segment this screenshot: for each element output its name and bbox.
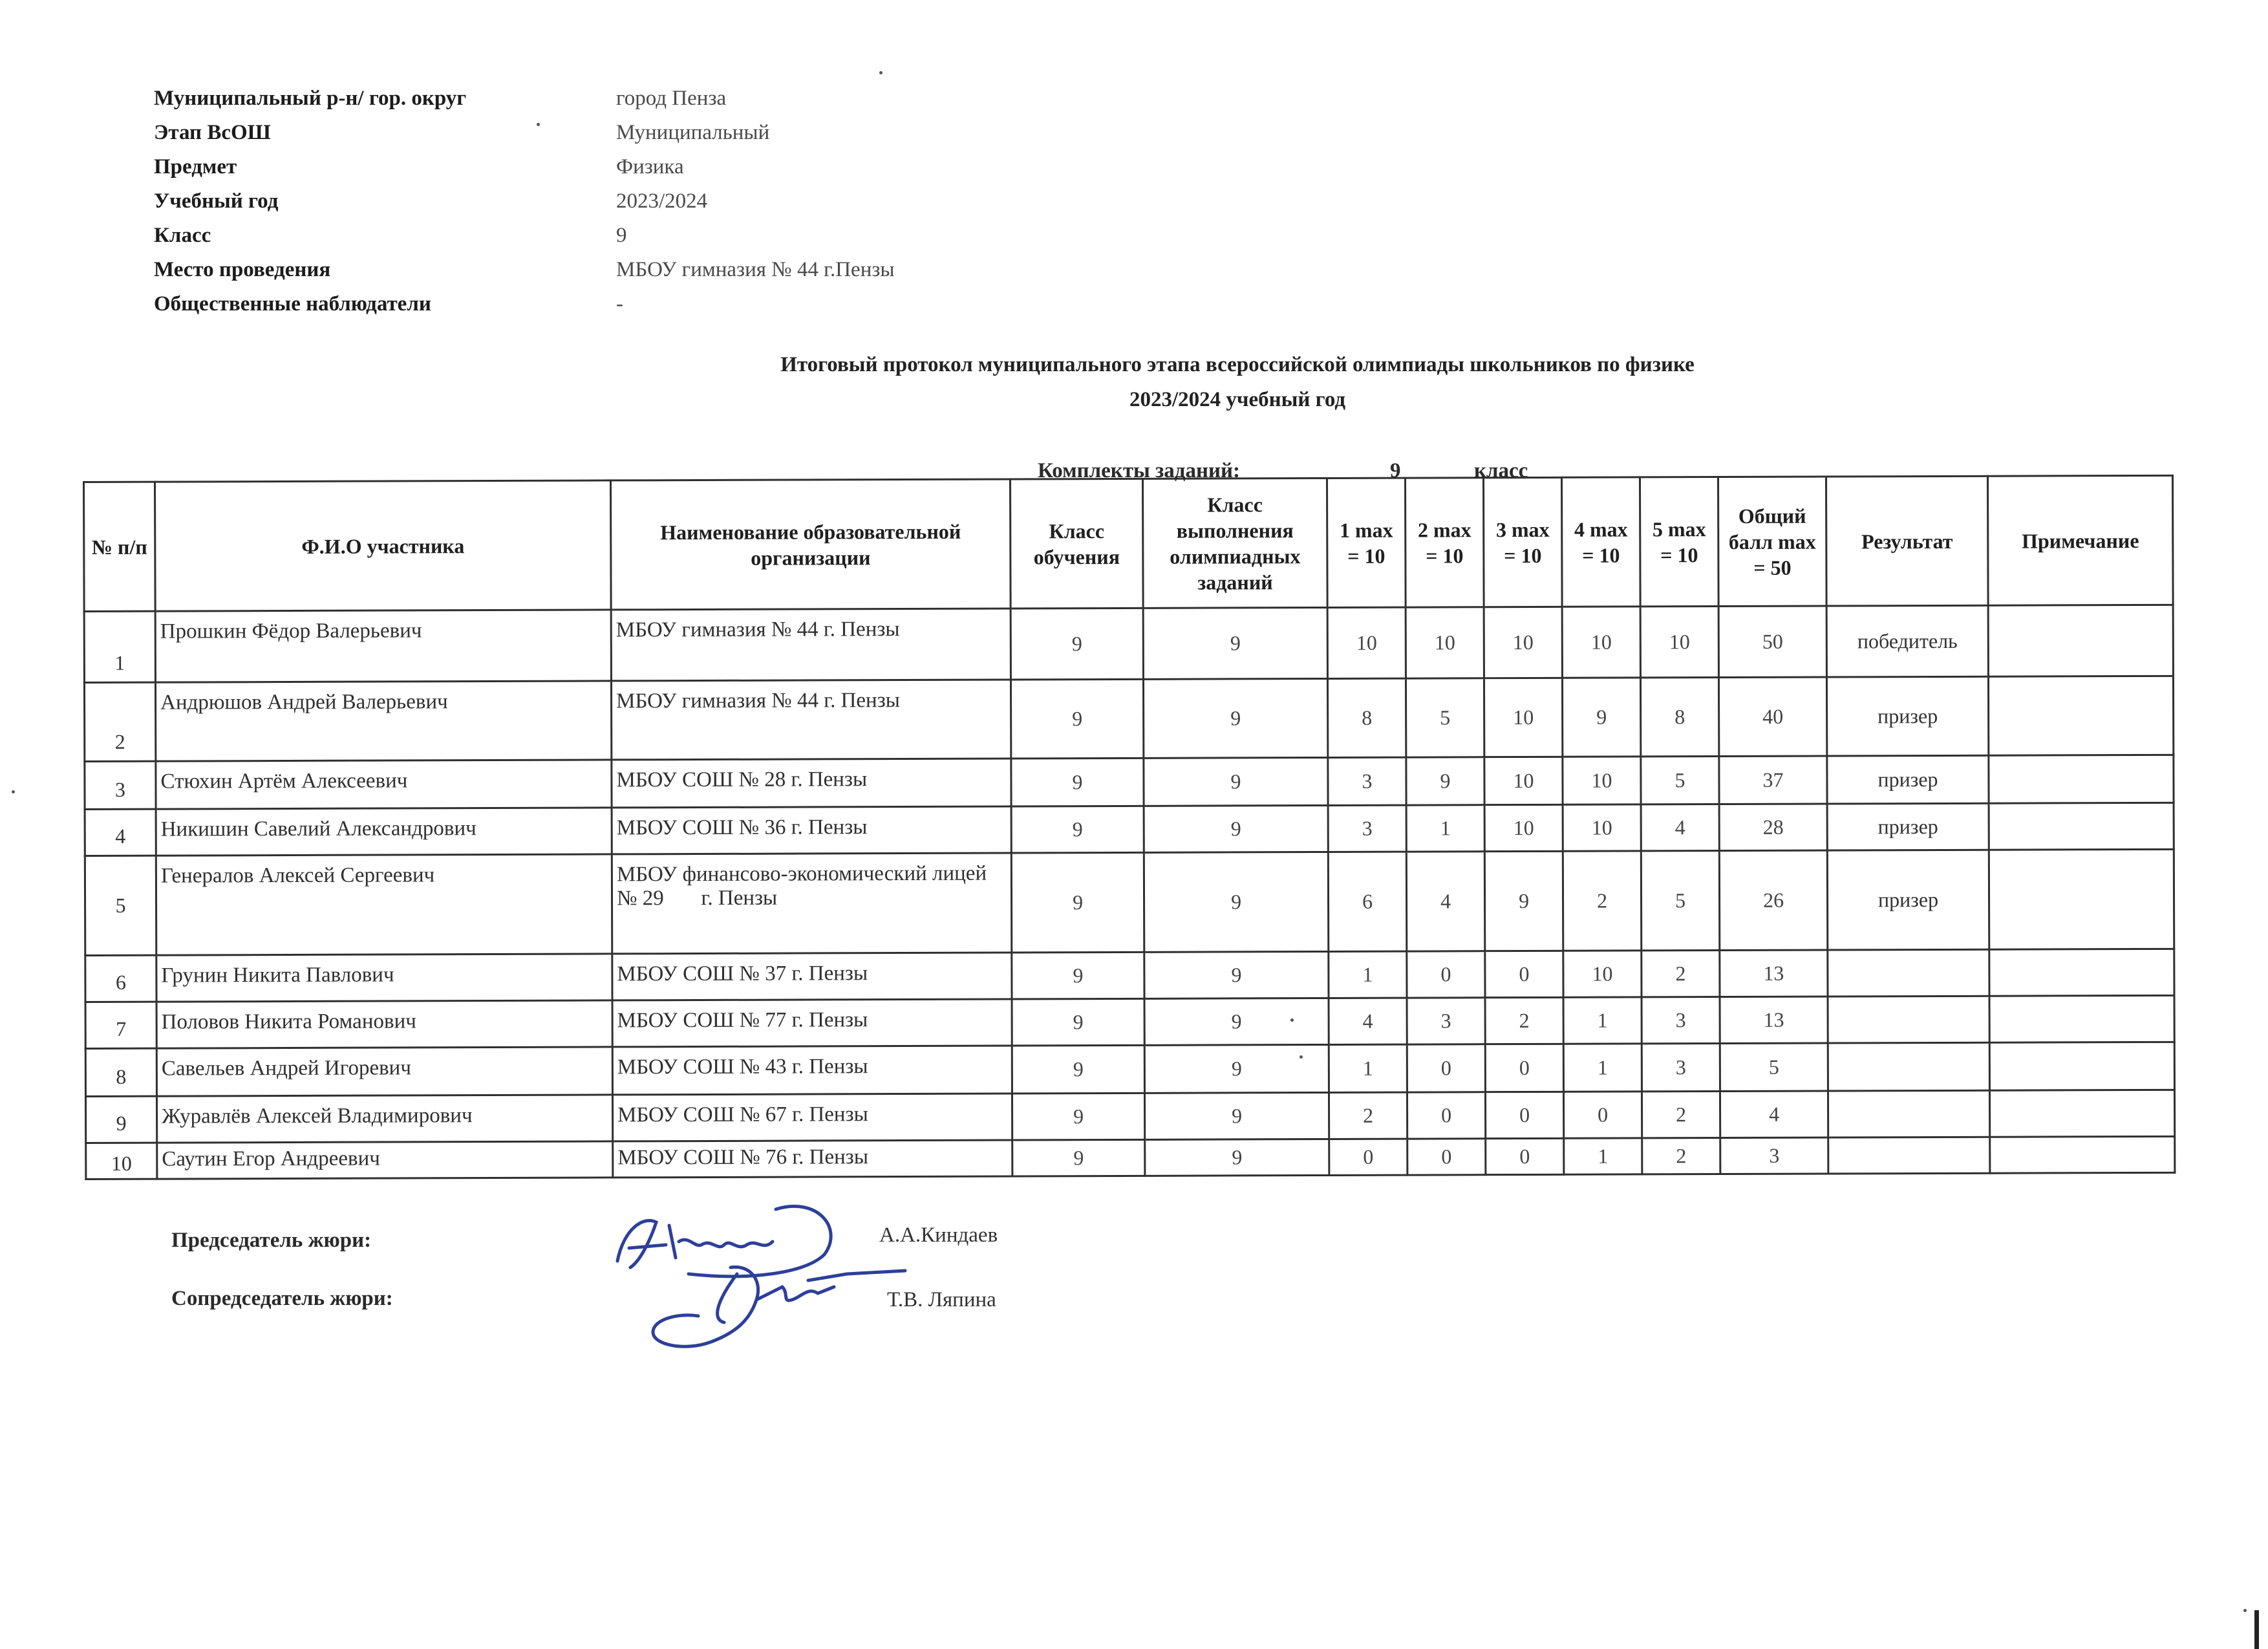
- cell-task-5: 5: [1641, 851, 1719, 951]
- cell-result: [1828, 949, 1989, 997]
- cell-task-2: 9: [1406, 757, 1484, 805]
- meta-label: Класс: [154, 224, 211, 247]
- cell-name: Никишин Савелий Александрович: [156, 808, 612, 856]
- cell-grade-done: 9: [1144, 805, 1328, 852]
- cell-result: [1828, 996, 1989, 1043]
- cell-task-2: 0: [1407, 1139, 1486, 1175]
- cell-task-4: 1: [1563, 1044, 1642, 1092]
- header-task-3: 3 max = 10: [1483, 477, 1562, 607]
- cell-result: [1828, 1042, 1989, 1091]
- cell-total: 40: [1718, 677, 1826, 757]
- cell-task-1: 4: [1329, 998, 1407, 1044]
- meta-label: Муниципальный р-н/ гор. округ: [154, 87, 467, 110]
- cell-task-5: 2: [1642, 1138, 1720, 1174]
- meta-label: Предмет: [154, 155, 237, 178]
- meta-row-observers: [154, 287, 895, 321]
- cell-total: 4: [1720, 1091, 1828, 1138]
- cell-result: призер: [1827, 755, 1989, 804]
- meta-row-stage: [154, 116, 895, 150]
- cell-total: 5: [1720, 1043, 1828, 1092]
- document-subtitle: 2023/2024 учебный год: [1129, 388, 1346, 411]
- meta-label: Этап ВсОШ: [154, 121, 271, 144]
- cell-org: МБОУ СОШ № 36 г. Пензы: [612, 806, 1011, 854]
- cell-result: победитель: [1826, 605, 1988, 677]
- cell-total: 28: [1719, 804, 1827, 851]
- chair-label: Председатель жюри:: [171, 1229, 372, 1252]
- cell-org: МБОУ финансово-экономический лицей № 29 г. Пензы: [612, 853, 1011, 954]
- cell-total: 13: [1720, 950, 1828, 997]
- cell-task-1: 0: [1329, 1139, 1407, 1175]
- cell-grade: 9: [1011, 679, 1143, 759]
- cell-org: МБОУ СОШ № 43 г. Пензы: [612, 1046, 1012, 1095]
- header-task-1: 1 max = 10: [1327, 478, 1406, 607]
- cell-grade: 9: [1011, 608, 1143, 680]
- cell-org: МБОУ СОШ № 28 г. Пензы: [612, 759, 1011, 808]
- cell-name: Саутин Егор Андреевич: [157, 1141, 613, 1179]
- cell-no: 4: [85, 809, 156, 856]
- cell-task-5: 2: [1642, 951, 1720, 997]
- cell-task-2: 0: [1407, 951, 1485, 998]
- table-row: [85, 849, 2174, 955]
- cell-task-3: 10: [1484, 678, 1562, 757]
- header-task-2: 2 max = 10: [1405, 478, 1484, 607]
- cell-note: [1988, 605, 2173, 676]
- table-row: [84, 676, 2173, 761]
- cell-task-4: 10: [1563, 757, 1641, 804]
- cell-grade-done: 9: [1144, 852, 1328, 952]
- cochair-label: Сопредседатель жюри:: [171, 1287, 393, 1310]
- cell-task-4: 10: [1563, 951, 1642, 997]
- cell-task-5: 3: [1642, 997, 1720, 1044]
- cell-task-3: 0: [1485, 951, 1563, 997]
- cell-note: [1989, 755, 2174, 803]
- cell-task-5: 10: [1640, 607, 1718, 678]
- meta-row-subject: [154, 150, 895, 184]
- cell-note: [1989, 803, 2174, 850]
- cell-grade: 9: [1012, 998, 1144, 1046]
- table-row: [85, 949, 2174, 1002]
- cell-no: 5: [85, 856, 156, 955]
- table-row: [85, 995, 2174, 1048]
- cell-total: 37: [1719, 756, 1827, 804]
- cell-org: МБОУ СОШ № 67 г. Пензы: [612, 1094, 1012, 1141]
- cell-task-1: 8: [1327, 678, 1406, 757]
- header-org: Наименование образовательной организации: [611, 479, 1011, 610]
- cell-grade: 9: [1012, 1139, 1145, 1176]
- header-grade: Класс обучения: [1010, 479, 1143, 609]
- cell-task-5: 8: [1640, 678, 1718, 757]
- table-row: [84, 605, 2173, 682]
- header-name: Ф.И.О участника: [155, 480, 612, 611]
- kits-suffix: класс: [1474, 459, 1528, 482]
- meta-value: Физика: [616, 155, 684, 178]
- cell-task-2: 1: [1406, 805, 1484, 852]
- cell-task-1: 3: [1328, 805, 1406, 852]
- cell-grade: 9: [1011, 852, 1144, 953]
- cell-name: Савельев Андрей Игоревич: [156, 1047, 612, 1096]
- cell-task-4: 10: [1563, 804, 1641, 851]
- cell-no: 7: [85, 1002, 156, 1048]
- cell-grade: 9: [1012, 1093, 1144, 1140]
- chair-name: А.А.Киндаев: [879, 1223, 998, 1247]
- meta-block: [154, 81, 895, 321]
- cell-task-5: 4: [1641, 804, 1719, 851]
- cell-name: Андрюшов Андрей Валерьевич: [155, 681, 611, 761]
- cell-total: 50: [1718, 606, 1826, 678]
- cell-task-3: 9: [1484, 851, 1563, 951]
- header-grade-done: Класс выполнения олимпиадных заданий: [1142, 478, 1327, 608]
- cell-org: МБОУ СОШ № 37 г. Пензы: [612, 953, 1012, 1000]
- cell-result: [1828, 1137, 1990, 1174]
- cell-task-2: 0: [1407, 1044, 1485, 1092]
- table-row: [86, 1136, 2175, 1179]
- cell-org: МБОУ гимназия № 44 г. Пензы: [611, 609, 1011, 681]
- cell-grade-done: 9: [1145, 1139, 1329, 1176]
- cell-org: МБОУ СОШ № 77 г. Пензы: [612, 999, 1012, 1047]
- cell-total: 3: [1720, 1137, 1828, 1174]
- scan-speck: [12, 790, 15, 793]
- cell-grade-done: 9: [1144, 951, 1329, 998]
- cell-name: Генералов Алексей Сергеевич: [156, 854, 612, 955]
- meta-label: Общественные наблюдатели: [154, 292, 431, 316]
- cell-task-1: 3: [1328, 757, 1406, 805]
- cell-grade: 9: [1012, 952, 1144, 999]
- kits-label: Комплекты заданий:: [1038, 459, 1241, 482]
- meta-row-district: [154, 81, 895, 116]
- cell-task-3: 2: [1485, 997, 1563, 1044]
- cell-total: 26: [1719, 850, 1827, 951]
- cell-result: призер: [1827, 803, 1989, 850]
- cell-grade-done: 9: [1144, 1092, 1329, 1139]
- cell-note: [1988, 676, 2173, 755]
- cell-grade-done: 9: [1144, 757, 1328, 806]
- cell-no: 10: [86, 1143, 157, 1179]
- cell-note: [1989, 995, 2174, 1042]
- results-table: [83, 475, 2176, 1180]
- cell-no: 8: [85, 1048, 156, 1096]
- meta-label: Место проведения: [154, 258, 331, 281]
- meta-row-venue: [154, 253, 895, 287]
- cell-result: призер: [1827, 850, 1989, 950]
- cell-result: призер: [1826, 676, 1988, 756]
- cell-note: [1989, 849, 2174, 949]
- cell-name: Грунин Никита Павлович: [156, 954, 612, 1002]
- scan-speck: [2243, 1609, 2247, 1612]
- cell-task-1: 2: [1329, 1092, 1407, 1139]
- header-task-4: 4 max = 10: [1561, 477, 1640, 607]
- kits-number: 9: [1390, 459, 1401, 482]
- scan-speck: [537, 123, 540, 126]
- cell-task-1: 6: [1328, 852, 1406, 951]
- cell-task-4: 1: [1563, 997, 1642, 1044]
- signature-cochair-image: [640, 1261, 912, 1358]
- cell-note: [1989, 949, 2174, 996]
- cell-no: 1: [84, 611, 155, 682]
- cell-task-2: 5: [1406, 678, 1484, 757]
- meta-value: Муниципальный: [616, 121, 770, 144]
- cell-task-2: 3: [1407, 998, 1485, 1044]
- cell-no: 6: [85, 955, 156, 1002]
- meta-value: город Пенза: [616, 87, 727, 110]
- cell-note: [1989, 1042, 2174, 1090]
- cell-task-4: 2: [1563, 851, 1641, 951]
- cell-grade: 9: [1012, 1045, 1144, 1094]
- header-total: Общий балл max = 50: [1718, 477, 1826, 607]
- cell-grade: 9: [1011, 806, 1144, 853]
- cell-name: Журавлёв Алексей Владимирович: [156, 1095, 612, 1143]
- table-header-row: [84, 475, 2174, 611]
- scan-speck: [1300, 1055, 1303, 1059]
- header-task-5: 5 max = 10: [1640, 477, 1718, 607]
- cell-grade-done: 9: [1144, 1044, 1329, 1093]
- meta-value: 9: [616, 224, 627, 247]
- cell-no: 9: [85, 1096, 156, 1143]
- cell-task-4: 1: [1564, 1138, 1642, 1174]
- table-row: [85, 755, 2174, 809]
- cell-task-3: 0: [1485, 1044, 1563, 1092]
- scan-speck: [879, 71, 883, 74]
- cell-task-1: 1: [1329, 1044, 1407, 1092]
- cell-task-2: 0: [1407, 1092, 1485, 1139]
- scan-speck: [1290, 1018, 1294, 1022]
- cell-name: Прошкин Фёдор Валерьевич: [155, 610, 611, 682]
- cell-task-5: 2: [1642, 1092, 1720, 1138]
- meta-value: 2023/2024: [616, 189, 708, 213]
- cell-name: Половов Никита Романович: [156, 1000, 612, 1048]
- table-row: [85, 1042, 2174, 1096]
- cell-grade-done: 9: [1144, 998, 1329, 1045]
- cell-grade: 9: [1011, 758, 1144, 806]
- cell-task-3: 10: [1484, 607, 1562, 678]
- table-row: [85, 803, 2174, 856]
- cell-task-4: 0: [1563, 1092, 1642, 1138]
- header-result: Результат: [1826, 476, 1988, 606]
- meta-value: МБОУ гимназия № 44 г.Пензы: [616, 258, 895, 281]
- cochair-name: Т.В. Ляпина: [887, 1288, 996, 1311]
- cell-task-5: 5: [1641, 757, 1719, 804]
- cell-task-3: 10: [1484, 804, 1563, 851]
- cell-task-1: 1: [1329, 951, 1407, 998]
- cell-task-4: 10: [1562, 607, 1640, 678]
- cell-no: 3: [85, 761, 156, 809]
- table-row: [85, 1090, 2174, 1143]
- meta-row-grade: [154, 219, 895, 253]
- cell-task-4: 9: [1562, 678, 1640, 757]
- cell-grade-done: 9: [1143, 607, 1327, 679]
- cell-total: 13: [1720, 997, 1828, 1044]
- cell-task-3: 10: [1484, 757, 1563, 804]
- document-title: Итоговый протокол муниципального этапа всероссийской олимпиады школьников по физике: [780, 353, 1695, 376]
- meta-value: -: [616, 292, 623, 316]
- scan-edge-mark: [2254, 1610, 2259, 1649]
- cell-task-3: 0: [1486, 1138, 1564, 1174]
- meta-label: Учебный год: [154, 189, 279, 213]
- header-note: Примечание: [1987, 475, 2173, 605]
- cell-note: [1990, 1136, 2175, 1173]
- cell-no: 2: [84, 682, 155, 761]
- header-no: № п/п: [84, 482, 156, 611]
- cell-task-1: 10: [1327, 607, 1406, 678]
- cell-task-3: 0: [1485, 1092, 1563, 1138]
- cell-org: МБОУ гимназия № 44 г. Пензы: [611, 680, 1011, 760]
- cell-note: [1989, 1090, 2174, 1137]
- meta-row-year: [154, 184, 895, 219]
- cell-grade-done: 9: [1143, 678, 1327, 758]
- cell-name: Стюхин Артём Алексеевич: [156, 760, 612, 809]
- cell-result: [1828, 1090, 1989, 1137]
- cell-org: МБОУ СОШ № 76 г. Пензы: [613, 1140, 1012, 1178]
- cell-task-5: 3: [1642, 1044, 1720, 1092]
- cell-task-2: 4: [1406, 852, 1484, 951]
- cell-task-2: 10: [1406, 607, 1484, 678]
